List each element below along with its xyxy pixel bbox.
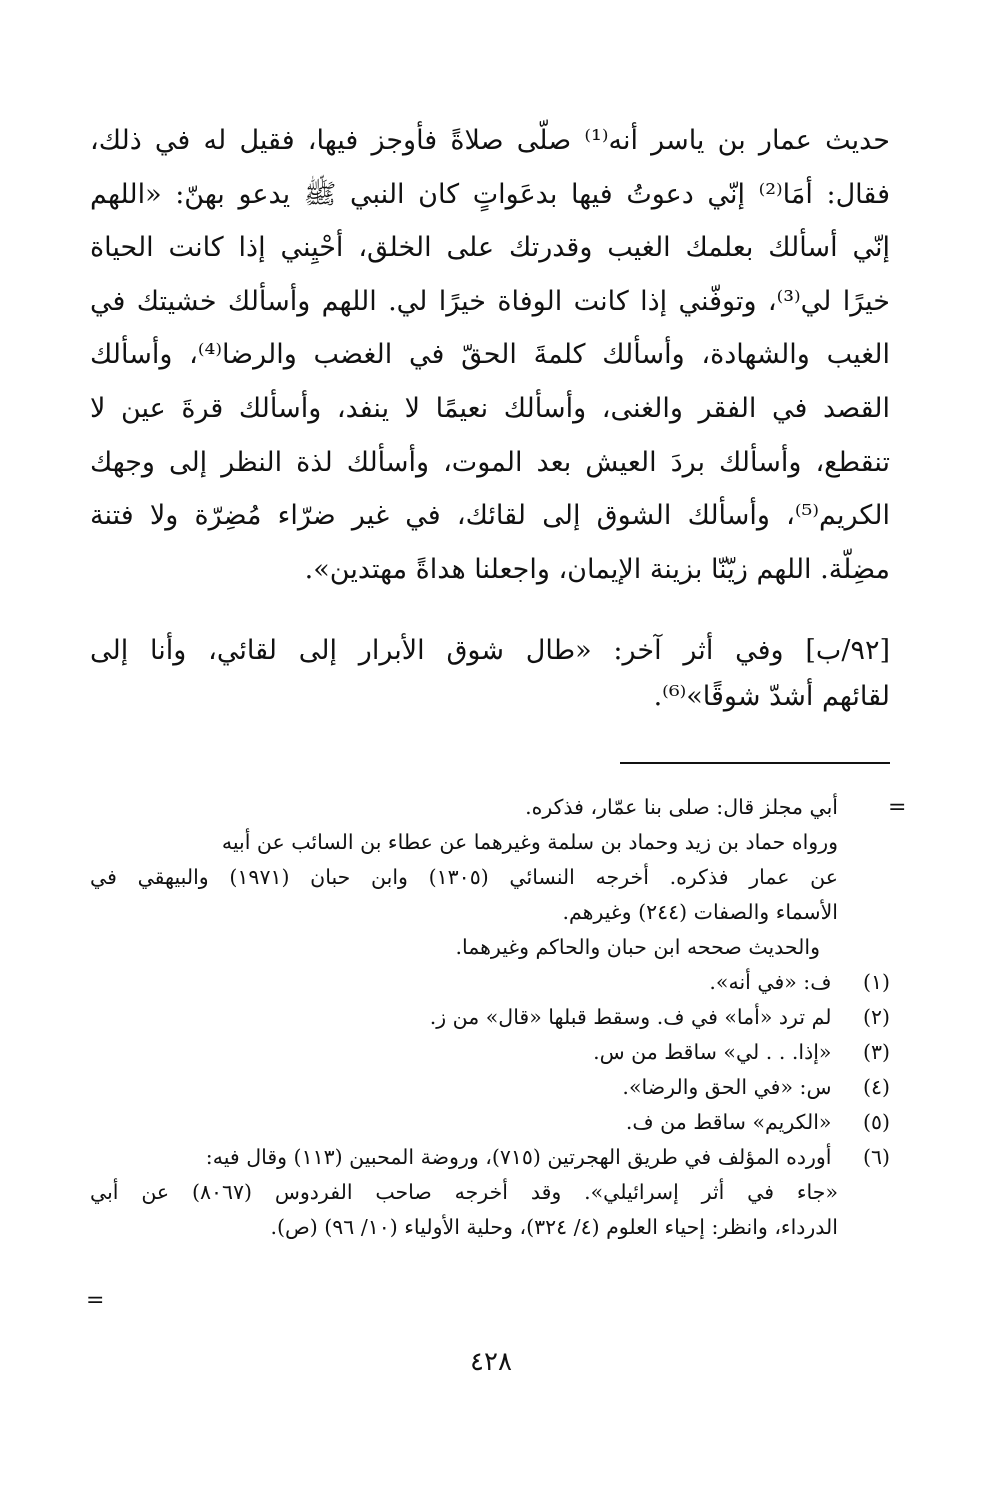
main-text-line: حديث عمار بن ياسر أنه⁽¹⁾ صلّى صلاةً فأوجز فيها، فقيل له في ذلك، — [90, 125, 890, 156]
quote-line: لقائهم أشدّ شوقًا»⁽⁶⁾. — [653, 681, 890, 712]
quote-line: [٩٢/ب] وفي أثر آخر: «طال شوق الأبرار إلى لقائي، وأنا إلى — [90, 635, 890, 666]
footnote-continuation-line: ورواه حماد بن زيد وحماد بن سلمة وغيرهما عن عطاء بن السائب عن أبيه — [221, 830, 838, 854]
footnote-text: لم ترد «أما» في ف. وسقط قبلها «قال» من ز. — [429, 1005, 832, 1029]
footnote-item — [90, 1035, 890, 1070]
footnote-number: (٣) — [862, 1040, 890, 1064]
main-text-block — [90, 114, 890, 596]
footnote-number: (٥) — [862, 1110, 890, 1134]
footnote-text: «إذا. . . لي» ساقط من س. — [593, 1040, 832, 1064]
footnote-number: (٢) — [862, 1005, 890, 1029]
main-text-line: تنقطع، وأسألك بردَ العيش بعد الموت، وأسألك لذة النظر إلى وجهك — [90, 446, 890, 478]
footnote-number: (٦) — [862, 1145, 890, 1169]
footnote-number: (٤) — [862, 1075, 890, 1099]
main-text-line: مضِلّة. اللهم زيّنّا بزينة الإيمان، واجعلنا هداةً مهتدين». — [304, 553, 890, 585]
footnote-text-line: الدرداء، وانظر: إحياء العلوم (٤/ ٣٢٤)، وحلية الأولياء (١٠/ ٩٦) (ص). — [270, 1215, 838, 1239]
footnote-continuation-line: الأسماء والصفات (٢٤٤) وغيرهم. — [562, 900, 838, 924]
footnote-text: أورده المؤلف في طريق الهجرتين (٧١٥)، وروضة المحبين (١١٣) وقال فيه: — [205, 1145, 832, 1169]
main-text-line: فقال: أمَا⁽²⁾ إنّي دعوتُ فيها بدعَواتٍ كان النبي ﷺ يدعو بهنّ: «اللهم — [90, 178, 890, 210]
footnote-continuation-line: والحديث صححه ابن حبان والحاكم وغيرهما. — [455, 935, 820, 959]
page-number: ٤٢٨ — [470, 1347, 512, 1377]
main-text-line: القصد في الفقر والغنى، وأسألك نعيمًا لا ينفد، وأسألك قرةَ عين لا — [90, 392, 890, 424]
main-text-line: الكريم⁽⁵⁾، وأسألك الشوق إلى لقائك، في غير ضرّاء مُضِرّة ولا فتنة — [90, 500, 890, 532]
footnote-continuation-line: أبي مجلز قال: صلى بنا عمّار، فذكره. — [525, 795, 838, 819]
continuation-mark: = — [86, 1288, 105, 1313]
continuation-mark: = — [888, 795, 907, 820]
footnote-text-line: «جاء في أثر إسرائيلي». وقد أخرجه صاحب الفردوس (٨٠٦٧) عن أبي — [90, 1180, 838, 1204]
main-text-line: إنّي أسألك بعلمك الغيب وقدرتك على الخلق، أحْيِني إذا كانت الحياة — [90, 232, 890, 264]
footnotes-block — [90, 790, 890, 1245]
footnote-item — [90, 1105, 890, 1140]
footnote-item — [90, 1070, 890, 1105]
main-text-line: الغيب والشهادة، وأسألك كلمةَ الحقّ في الغضب والرضا⁽⁴⁾، وأسألك — [90, 339, 890, 371]
footnote-number: (١) — [862, 970, 890, 994]
footnote-item — [90, 965, 890, 1000]
main-text-line: خيرًا لي⁽³⁾، وتوفّني إذا كانت الوفاة خيرًا لي. اللهم وأسألك خشيتك في — [90, 285, 890, 317]
footnote-text: «الكريم» ساقط من ف. — [625, 1110, 832, 1134]
footnote-text: س: «في الحق والرضا». — [622, 1075, 832, 1099]
footnote-item — [90, 1140, 890, 1175]
footnote-text: ف: «في أنه». — [709, 970, 832, 994]
footnote-continuation-line: عن عمار فذكره. أخرجه النسائي (١٣٠٥) وابن حبان (١٩٧١) والبيهقي في — [90, 865, 838, 889]
footnote-item — [90, 1000, 890, 1035]
footnote-separator — [620, 762, 890, 764]
quote-block — [90, 628, 890, 720]
